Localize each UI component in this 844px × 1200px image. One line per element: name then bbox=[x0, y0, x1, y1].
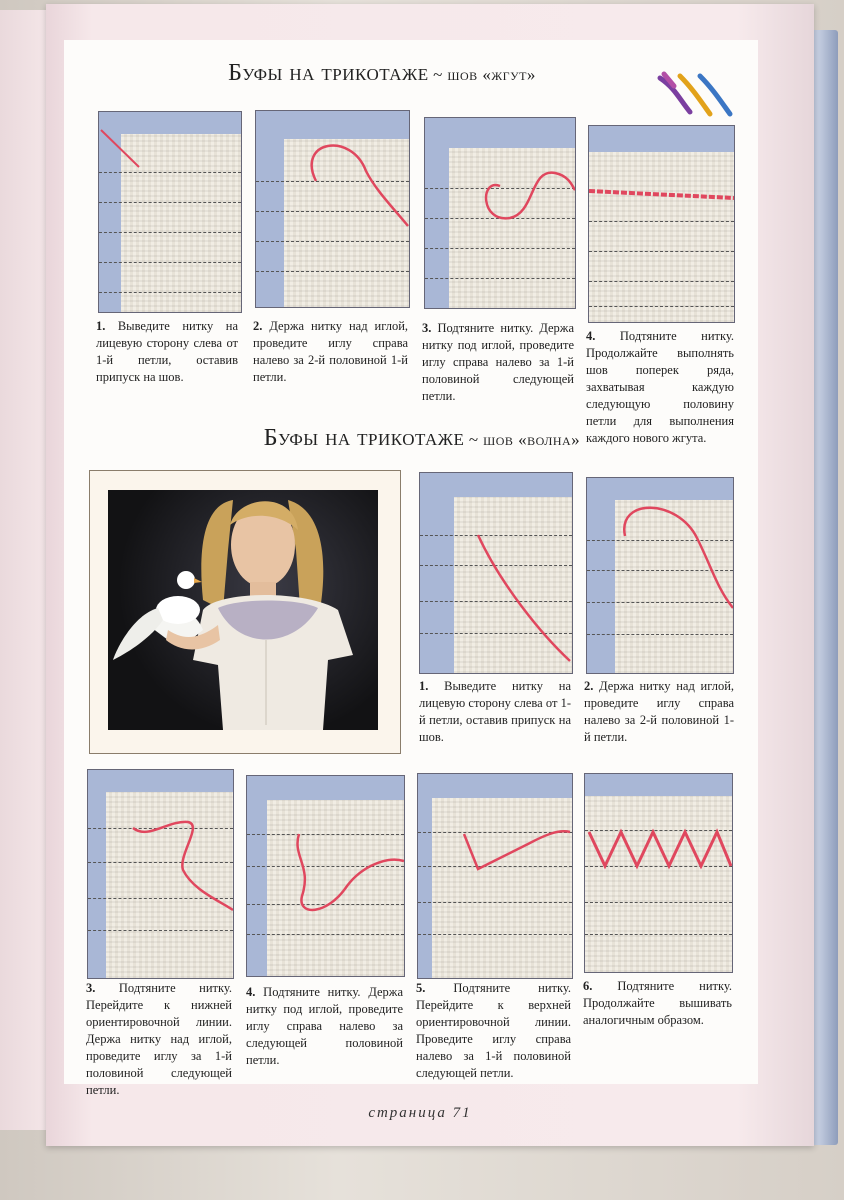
step-text: Подтяните нитку. Продолжайте выполнять шов поперек ряда, захватывая каждую следующую половину петли для выполнения каждого нового жгута. bbox=[586, 329, 735, 445]
girl-with-dove-illustration bbox=[108, 490, 378, 730]
step-text: Выведите нитку на лицевую сторону слева от 1-й петли, оставив припуск на шов. bbox=[419, 679, 571, 744]
section2-title bbox=[72, 425, 772, 452]
page-number: страница 71 bbox=[368, 1105, 472, 1121]
step-number: 3. bbox=[86, 981, 96, 995]
wave-step6-swatch-image bbox=[584, 773, 733, 973]
wave-step2-swatch-image bbox=[586, 477, 734, 674]
step-number: 4. bbox=[586, 329, 596, 343]
step-number: 3. bbox=[422, 321, 432, 335]
thread-wave-step5 bbox=[418, 774, 572, 978]
thread-step3 bbox=[425, 118, 575, 308]
section1-title-separator: ~ bbox=[433, 65, 443, 84]
section2-step1-caption bbox=[419, 678, 571, 746]
step-number: 1. bbox=[96, 319, 106, 333]
step-text: Подтяните нитку. Продолжайте вышивать аналогичным образом. bbox=[583, 979, 733, 1027]
section2-step4-caption bbox=[246, 984, 403, 1069]
thread-step4 bbox=[589, 126, 734, 322]
step-text: Подтяните нитку. Держа нитку под иглой, проведите иглу справа налево за следующей половиной петли. bbox=[246, 985, 403, 1067]
step-text: Подтяните нитку. Держа нитку под иглой, проведите иглу справа налево за 1-й половиной следующей петли. bbox=[422, 321, 574, 403]
section1-title-main: Буфы на трикотаже bbox=[228, 60, 429, 86]
section2-step3-caption bbox=[86, 980, 232, 1099]
step-number: 4. bbox=[246, 985, 256, 999]
section2-title-sub: шов «волна» bbox=[483, 430, 581, 449]
thread-wave-step6 bbox=[585, 774, 732, 972]
section2-step2-caption bbox=[584, 678, 734, 746]
section1-title-sub: шов «жгут» bbox=[447, 65, 536, 84]
thread-wave-step1 bbox=[420, 473, 572, 673]
thread-skeins-icon bbox=[650, 70, 740, 120]
step3-swatch-image bbox=[424, 117, 576, 309]
step-number: 5. bbox=[416, 981, 426, 995]
section1-step2-caption bbox=[253, 318, 408, 386]
wave-step5-swatch-image bbox=[417, 773, 573, 979]
step-number: 6. bbox=[583, 979, 593, 993]
thread-step2 bbox=[256, 111, 409, 307]
section2-title-separator: ~ bbox=[468, 430, 479, 449]
section2-step6-caption bbox=[583, 978, 732, 1029]
section1-step3-caption bbox=[422, 320, 574, 405]
thread-wave-step3 bbox=[88, 770, 233, 978]
step-text: Выведите нитку на лицевую сторону слева от 1-й петли, оставив припуск на шов. bbox=[96, 319, 239, 384]
left-page-edge bbox=[0, 10, 48, 1130]
section1-title bbox=[72, 60, 692, 87]
wave-step4-swatch-image bbox=[246, 775, 405, 977]
step-text: Держа нитку над иглой, проведите иглу справа налево за 2-й половиной 1-й петли. bbox=[584, 679, 735, 744]
girl-with-dove-photo bbox=[108, 490, 378, 730]
thread-step1 bbox=[99, 112, 241, 312]
step-number: 2. bbox=[584, 679, 594, 693]
step-number: 2. bbox=[253, 319, 263, 333]
thread-wave-step4 bbox=[247, 776, 404, 976]
step2-swatch-image bbox=[255, 110, 410, 308]
section2-title-main: Буфы на трикотаже bbox=[263, 425, 465, 451]
step4-swatch-image bbox=[588, 125, 735, 323]
step-text: Подтяните нитку. Перейдите к верхней ориентировочной линии. Проведите иглу справа налево за 1-й половиной следующей петли. bbox=[416, 981, 572, 1080]
section1-step1-caption bbox=[96, 318, 238, 386]
section2-step5-caption bbox=[416, 980, 571, 1082]
step1-swatch-image bbox=[98, 111, 242, 313]
step-text: Подтяните нитку. Перейдите к нижней ориентировочной линии. Держа нитку над иглой, проведите иглу за 1-й половиной следующей петли. bbox=[86, 981, 233, 1097]
wave-step1-swatch-image bbox=[419, 472, 573, 674]
wave-step3-swatch-image bbox=[87, 769, 234, 979]
step-number: 1. bbox=[419, 679, 429, 693]
thread-wave-step2 bbox=[587, 478, 733, 673]
step-text: Держа нитку над иглой, проведите иглу справа налево за 2-й половиной 1-й петли. bbox=[253, 319, 409, 384]
